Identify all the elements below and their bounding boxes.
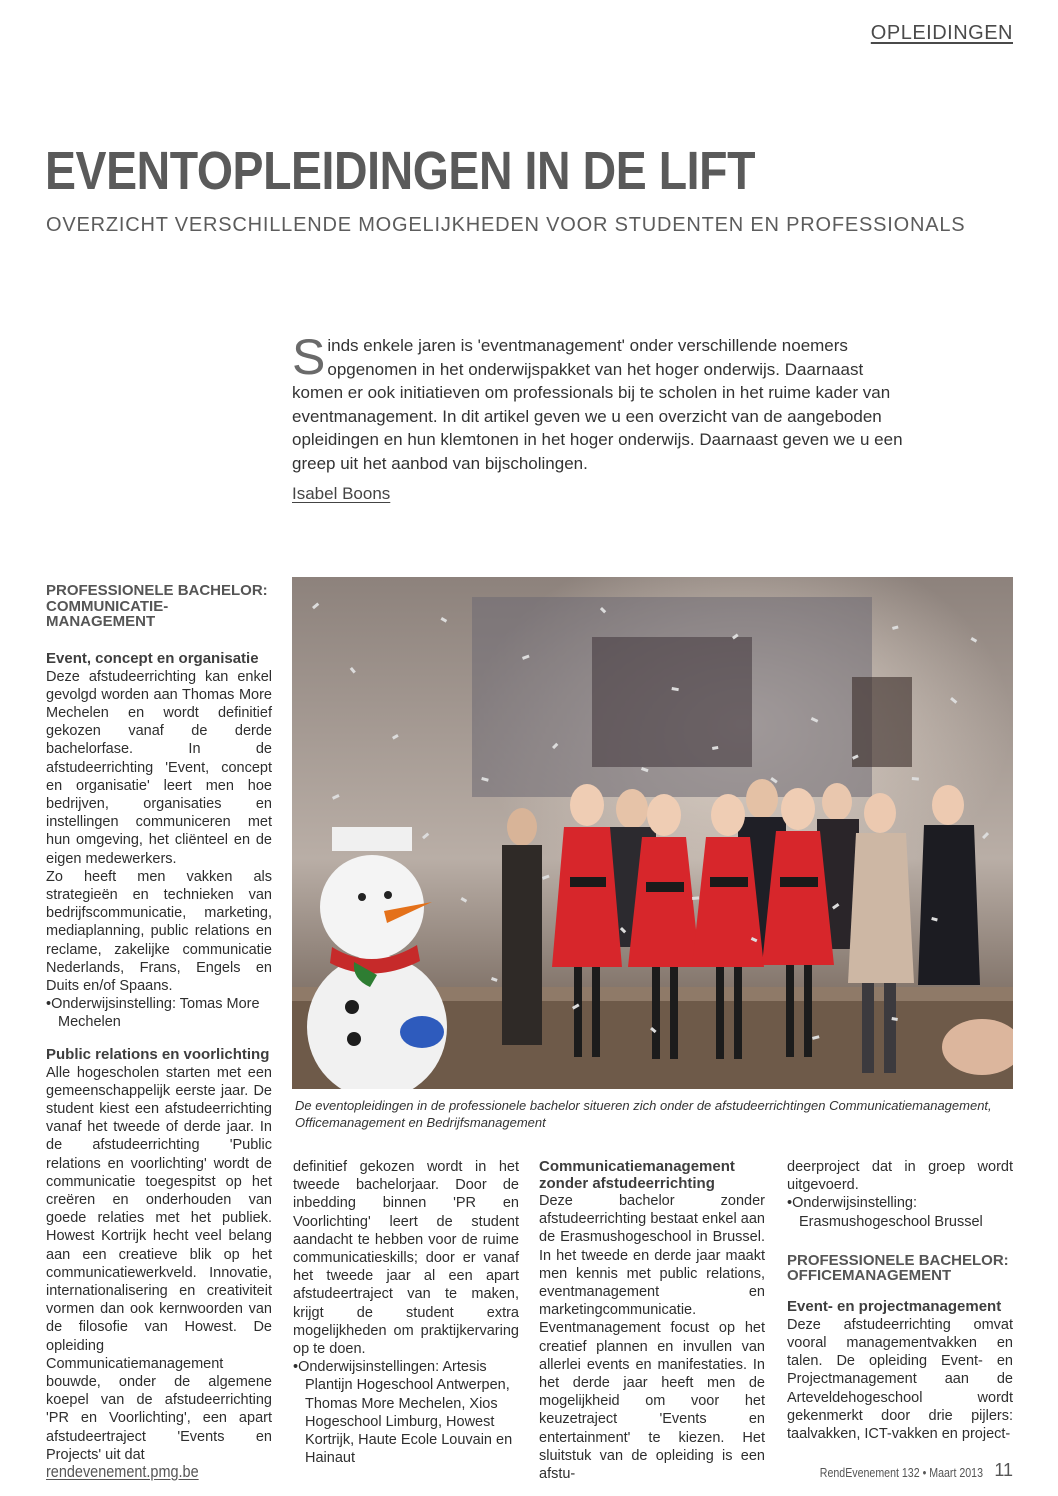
subheading: Communicatiemanagement zonder afstudeerrichting xyxy=(539,1158,735,1192)
article-subtitle: OVERZICHT VERSCHILLENDE MOGELIJKHEDEN VOOR STUDENTEN EN PROFESSIONALS xyxy=(46,214,966,236)
bullet-item: •Onderwijsinstelling: Erasmushogeschool Brussel xyxy=(787,1195,983,1230)
drop-cap: S xyxy=(292,329,326,385)
subheading: Event- en projectmanagement xyxy=(787,1297,1002,1315)
section-tag: OPLEIDINGEN xyxy=(870,22,1013,44)
bullet-item: •Onderwijsinstellingen: Artesis Plantijn Hogeschool Antwerpen, Thomas More Mechelen, Xios Hogeschool Limburg, Howest Kortrijk, Haute Ecole Louvain en Hainaut xyxy=(293,1359,513,1467)
paragraph: deerproject dat in groep wordt uitgevoerd. xyxy=(787,1159,1013,1194)
issue-info: RendEvenement 132 • Maart 2013 xyxy=(819,1466,983,1480)
section-heading: PROFESSIONELE BACHELOR: OFFICEMANAGEMENT xyxy=(787,1251,1009,1285)
column-3 xyxy=(539,1158,765,1483)
article-photo xyxy=(292,577,1013,1089)
paragraph: Deze afstudeerrichting kan enkel gevolgd worden aan Thomas More Mechelen en wordt definitief gekozen vanaf de derde bachelorfase. In de afstudeerrichting 'Event, concept en organisatie' leert men hoe bedrijven, organisaties en instellingen communiceren met hun omgeving, het cliënteel en de eigen medewerkers. xyxy=(46,668,272,867)
section-heading: PROFESSIONELE BACHELOR: COMMUNICATIE-MANAGEMENT xyxy=(46,582,268,630)
column-4 xyxy=(787,1158,1013,1443)
subheading: Public relations en voorlichting xyxy=(46,1045,270,1063)
event-photo-illustration xyxy=(292,577,1013,1089)
website-link[interactable]: rendevenement.pmg.be xyxy=(46,1462,199,1481)
subheading: Event, concept en organisatie xyxy=(46,649,259,667)
article-title: EVENTOPLEIDINGEN IN DE LIFT xyxy=(45,141,756,201)
author-byline[interactable]: Isabel Boons xyxy=(292,484,391,503)
paragraph: definitief gekozen wordt in het tweede bachelorjaar. Door de inbedding binnen 'PR en Voorlichting' leert de student aandacht te hebben voor de ruime communicatieskills; door er vanaf het tweede jaar al een apart afstudeertraject van te maken, krijgt de student extra mogelijkheden om praktijkervaring op te doen. xyxy=(293,1159,519,1358)
column-2 xyxy=(293,1158,519,1467)
paragraph: Alle hogescholen starten met een gemeenschappelijk eerste jaar. De student kiest een afstudeerrichting vanaf het tweede of derde jaar. In de afstudeerrichting 'Public relations en voorlichting' wordt de communicatie toegespitst op het creëren en onderhouden van goede relaties met het publiek. Howest Kortrijk hecht veel belang aan een creatieve blik op het communicatiewerkveld. Innovatie, internationalisering en creativiteit vormen dan ook kernwoorden van de filosofie van Howest. De opleiding Communicatiemanagement bouwde, onder de algemene koepel van de afstudeerrichting 'PR en Voorlichting', een apart afstudeertraject 'Events en Projects' uit dat xyxy=(46,1064,272,1463)
bullet-item: •Onderwijsinstelling: Tomas More Mechelen xyxy=(46,996,260,1031)
column-1 xyxy=(46,583,272,1464)
intro-text: inds enkele jaren is 'eventmanagement' onder verschillende noemers opgenomen in het onderwijspakket van het hoger onderwijs. Daarnaast komen er ook initiatieven om professionals bij te scholen in het ruime kader van eventmanagement. In dit artikel geven we u een overzicht van de aangeboden opleidingen en hun klemtonen in het hoger onderwijs. Daarnaast geven we u een greep uit het aanbod van bijscholingen. xyxy=(292,336,903,473)
paragraph: Deze afstudeerrichting omvat vooral managementvakken en talen. De opleiding Event- en Projectmanagement aan de Arteveldehogeschool wordt gekenmerkt door drie pijlers: taalvakken, ICT-vakken en project- xyxy=(787,1316,1013,1443)
paragraph: Deze bachelor zonder afstudeerrichting bestaat enkel aan de Erasmushogeschool in Brussel. In het tweede en derde jaar maakt men kennis met public relations, eventmanagement en marketingcommunicatie. Eventmanagement focust op het creatief plannen en invullen van allerlei events en manifestaties. In het derde jaar heeft men de mogelijkheid om voor het keuzetraject 'Events en entertainment' te kiezen. Het sluitstuk van de opleiding is een afstu- xyxy=(539,1193,765,1483)
page-number: 11 xyxy=(994,1460,1013,1480)
article-intro xyxy=(292,329,914,475)
photo-caption: De eventopleidingen in de professionele bachelor situeren zich onder de afstudeerrichtingen Communicatiemanagement, Officemanagement en Bedrijfsmanagement xyxy=(295,1098,992,1130)
paragraph: Zo heeft men vakken als strategieën en technieken van bedrijfscommunicatie, marketing, mediaplanning, public relations en reclame, zakelijke communicatie Nederlands, Frans, Engels en Duits en/of Spaans. xyxy=(46,868,272,994)
